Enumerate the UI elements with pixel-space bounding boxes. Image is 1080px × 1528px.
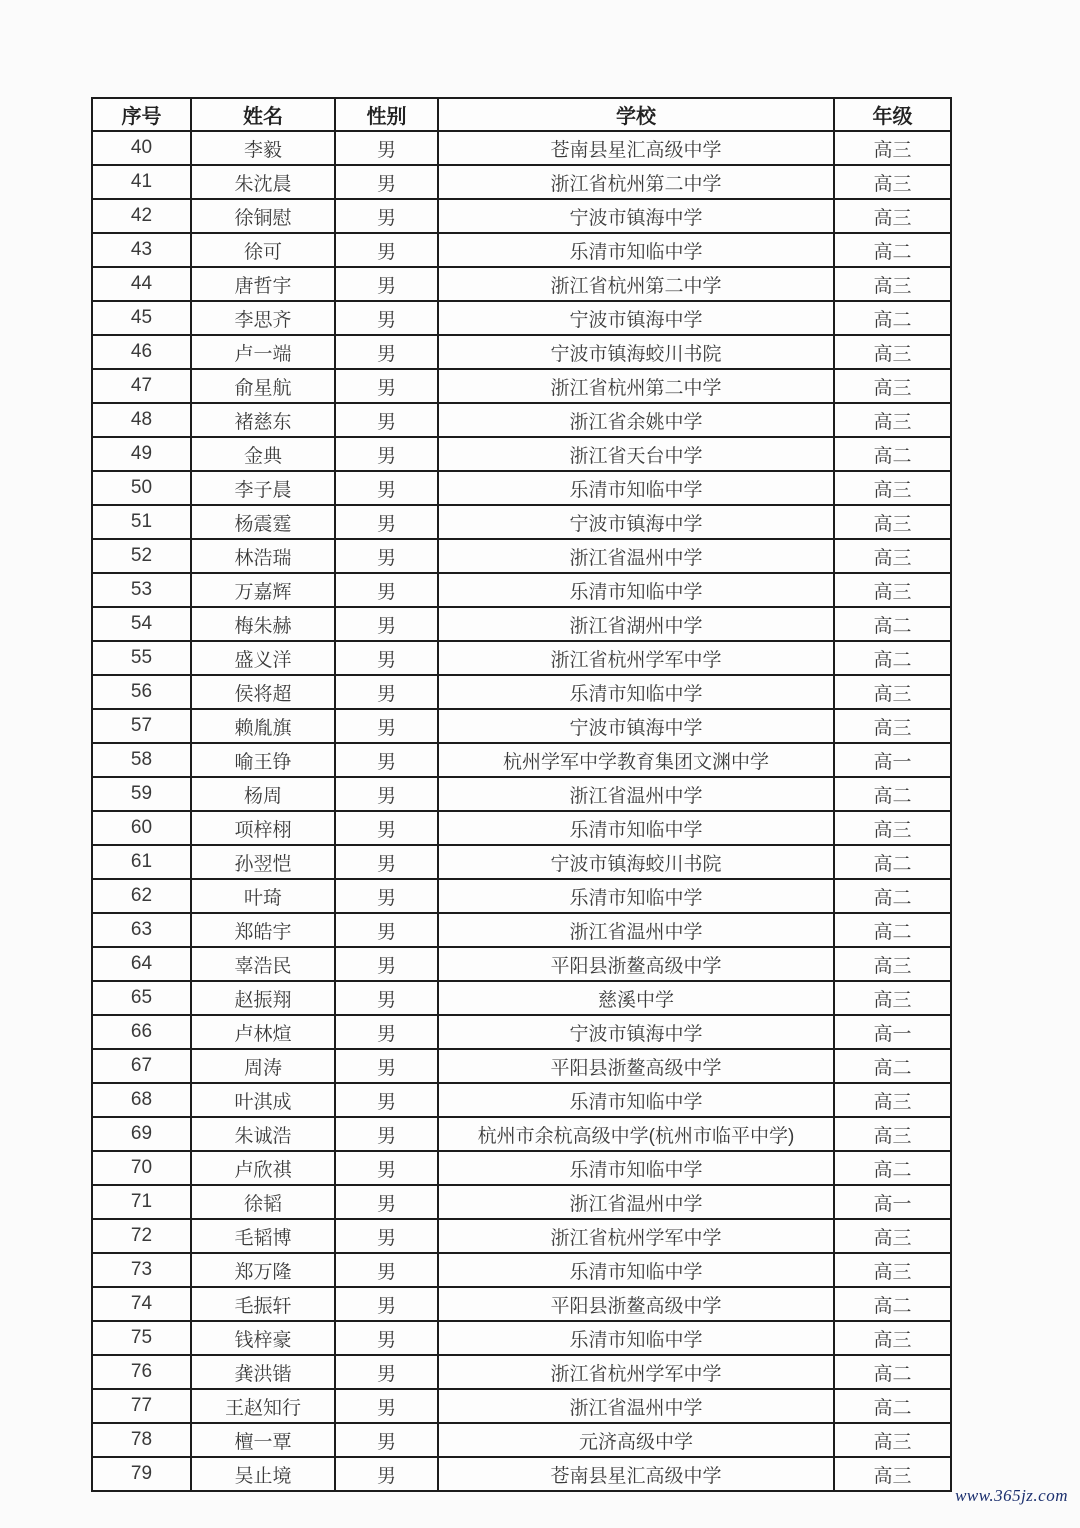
cell-school: 浙江省杭州第二中学 <box>438 267 834 301</box>
cell-school: 慈溪中学 <box>438 981 834 1015</box>
table-row <box>92 1287 951 1321</box>
cell-no: 57 <box>92 709 191 743</box>
cell-gender: 男 <box>335 301 438 335</box>
cell-school: 浙江省湖州中学 <box>438 607 834 641</box>
cell-no: 43 <box>92 233 191 267</box>
cell-gender: 男 <box>335 777 438 811</box>
cell-school: 宁波市镇海中学 <box>438 1015 834 1049</box>
cell-gender: 男 <box>335 1457 438 1491</box>
cell-gender: 男 <box>335 879 438 913</box>
cell-gender: 男 <box>335 505 438 539</box>
cell-school: 浙江省杭州第二中学 <box>438 369 834 403</box>
header-name: 姓名 <box>191 98 335 131</box>
site-watermark: www.365jz.com <box>955 1486 1068 1505</box>
cell-no: 48 <box>92 403 191 437</box>
cell-school: 宁波市镇海蛟川书院 <box>438 335 834 369</box>
cell-name: 赖胤旗 <box>191 709 335 743</box>
cell-gender: 男 <box>335 1321 438 1355</box>
cell-gender: 男 <box>335 1355 438 1389</box>
cell-school: 宁波市镇海中学 <box>438 199 834 233</box>
cell-school: 乐清市知临中学 <box>438 1253 834 1287</box>
cell-school: 浙江省温州中学 <box>438 777 834 811</box>
cell-gender: 男 <box>335 165 438 199</box>
table-row <box>92 369 951 403</box>
cell-no: 58 <box>92 743 191 777</box>
cell-no: 46 <box>92 335 191 369</box>
cell-no: 51 <box>92 505 191 539</box>
cell-name: 辜浩民 <box>191 947 335 981</box>
table-row <box>92 845 951 879</box>
cell-grade: 高三 <box>834 131 951 165</box>
cell-gender: 男 <box>335 1185 438 1219</box>
cell-no: 77 <box>92 1389 191 1423</box>
cell-grade: 高一 <box>834 1185 951 1219</box>
cell-name: 毛振轩 <box>191 1287 335 1321</box>
cell-grade: 高二 <box>834 437 951 471</box>
cell-no: 61 <box>92 845 191 879</box>
cell-gender: 男 <box>335 947 438 981</box>
table-row <box>92 1219 951 1253</box>
cell-grade: 高三 <box>834 369 951 403</box>
table-row <box>92 811 951 845</box>
cell-name: 李毅 <box>191 131 335 165</box>
cell-no: 62 <box>92 879 191 913</box>
cell-gender: 男 <box>335 539 438 573</box>
table-row <box>92 709 951 743</box>
header-school: 学校 <box>438 98 834 131</box>
table-row <box>92 1253 951 1287</box>
cell-name: 万嘉辉 <box>191 573 335 607</box>
cell-gender: 男 <box>335 1015 438 1049</box>
cell-no: 55 <box>92 641 191 675</box>
table-row <box>92 1083 951 1117</box>
table-header-row <box>92 98 951 131</box>
cell-no: 75 <box>92 1321 191 1355</box>
table-row <box>92 199 951 233</box>
cell-name: 檀一覃 <box>191 1423 335 1457</box>
table-row <box>92 777 951 811</box>
cell-no: 49 <box>92 437 191 471</box>
cell-gender: 男 <box>335 573 438 607</box>
cell-no: 71 <box>92 1185 191 1219</box>
cell-name: 李子晨 <box>191 471 335 505</box>
cell-name: 徐可 <box>191 233 335 267</box>
cell-school: 浙江省温州中学 <box>438 1389 834 1423</box>
table-row <box>92 1185 951 1219</box>
cell-grade: 高二 <box>834 1151 951 1185</box>
table-row <box>92 1015 951 1049</box>
table-row <box>92 165 951 199</box>
cell-name: 徐韬 <box>191 1185 335 1219</box>
cell-name: 杨周 <box>191 777 335 811</box>
cell-gender: 男 <box>335 1253 438 1287</box>
cell-school: 平阳县浙鳌高级中学 <box>438 947 834 981</box>
table-row <box>92 131 951 165</box>
cell-gender: 男 <box>335 607 438 641</box>
cell-gender: 男 <box>335 403 438 437</box>
cell-grade: 高二 <box>834 301 951 335</box>
cell-name: 吴止境 <box>191 1457 335 1491</box>
cell-name: 朱沈晨 <box>191 165 335 199</box>
cell-grade: 高二 <box>834 879 951 913</box>
cell-name: 盛义洋 <box>191 641 335 675</box>
table-row <box>92 1151 951 1185</box>
cell-school: 乐清市知临中学 <box>438 573 834 607</box>
cell-school: 宁波市镇海中学 <box>438 709 834 743</box>
cell-school: 浙江省杭州学军中学 <box>438 1355 834 1389</box>
cell-name: 王赵知行 <box>191 1389 335 1423</box>
header-gender: 性别 <box>335 98 438 131</box>
table-row <box>92 437 951 471</box>
table-row <box>92 675 951 709</box>
cell-grade: 高三 <box>834 811 951 845</box>
cell-gender: 男 <box>335 335 438 369</box>
cell-school: 浙江省温州中学 <box>438 1185 834 1219</box>
cell-school: 浙江省天台中学 <box>438 437 834 471</box>
cell-gender: 男 <box>335 233 438 267</box>
cell-school: 元济高级中学 <box>438 1423 834 1457</box>
cell-name: 钱梓豪 <box>191 1321 335 1355</box>
cell-grade: 高三 <box>834 981 951 1015</box>
cell-school: 乐清市知临中学 <box>438 675 834 709</box>
cell-grade: 高三 <box>834 403 951 437</box>
cell-grade: 高三 <box>834 573 951 607</box>
cell-school: 乐清市知临中学 <box>438 1321 834 1355</box>
cell-grade: 高三 <box>834 267 951 301</box>
cell-school: 浙江省杭州学军中学 <box>438 1219 834 1253</box>
cell-name: 孙翌恺 <box>191 845 335 879</box>
student-roster-table <box>91 97 952 1492</box>
cell-gender: 男 <box>335 675 438 709</box>
cell-grade: 高三 <box>834 471 951 505</box>
cell-grade: 高三 <box>834 1423 951 1457</box>
cell-gender: 男 <box>335 437 438 471</box>
cell-grade: 高二 <box>834 1287 951 1321</box>
cell-gender: 男 <box>335 131 438 165</box>
cell-name: 叶淇成 <box>191 1083 335 1117</box>
cell-school: 浙江省余姚中学 <box>438 403 834 437</box>
cell-grade: 高三 <box>834 1083 951 1117</box>
cell-name: 李思齐 <box>191 301 335 335</box>
table-row <box>92 573 951 607</box>
cell-school: 乐清市知临中学 <box>438 471 834 505</box>
cell-no: 60 <box>92 811 191 845</box>
cell-school: 宁波市镇海中学 <box>438 301 834 335</box>
cell-no: 53 <box>92 573 191 607</box>
cell-no: 56 <box>92 675 191 709</box>
cell-no: 64 <box>92 947 191 981</box>
cell-name: 卢欣祺 <box>191 1151 335 1185</box>
cell-name: 喻王铮 <box>191 743 335 777</box>
cell-grade: 高二 <box>834 607 951 641</box>
table-row <box>92 1049 951 1083</box>
cell-no: 59 <box>92 777 191 811</box>
cell-school: 苍南县星汇高级中学 <box>438 131 834 165</box>
table-row <box>92 1457 951 1491</box>
cell-no: 67 <box>92 1049 191 1083</box>
cell-gender: 男 <box>335 641 438 675</box>
cell-school: 苍南县星汇高级中学 <box>438 1457 834 1491</box>
cell-no: 78 <box>92 1423 191 1457</box>
table-row <box>92 1117 951 1151</box>
cell-gender: 男 <box>335 369 438 403</box>
cell-name: 项梓栩 <box>191 811 335 845</box>
cell-name: 毛韬博 <box>191 1219 335 1253</box>
cell-gender: 男 <box>335 913 438 947</box>
cell-grade: 高三 <box>834 709 951 743</box>
cell-name: 林浩瑞 <box>191 539 335 573</box>
cell-school: 乐清市知临中学 <box>438 1151 834 1185</box>
cell-school: 宁波市镇海中学 <box>438 505 834 539</box>
cell-name: 梅朱赫 <box>191 607 335 641</box>
cell-gender: 男 <box>335 1219 438 1253</box>
cell-grade: 高三 <box>834 335 951 369</box>
table-row <box>92 403 951 437</box>
table-row <box>92 913 951 947</box>
cell-no: 65 <box>92 981 191 1015</box>
cell-gender: 男 <box>335 1151 438 1185</box>
cell-grade: 高三 <box>834 199 951 233</box>
cell-name: 唐哲宇 <box>191 267 335 301</box>
cell-no: 44 <box>92 267 191 301</box>
cell-grade: 高三 <box>834 1321 951 1355</box>
cell-no: 73 <box>92 1253 191 1287</box>
cell-name: 郑皓宇 <box>191 913 335 947</box>
table-row <box>92 947 951 981</box>
cell-grade: 高一 <box>834 743 951 777</box>
cell-gender: 男 <box>335 981 438 1015</box>
cell-no: 70 <box>92 1151 191 1185</box>
cell-school: 杭州市余杭高级中学(杭州市临平中学) <box>438 1117 834 1151</box>
cell-no: 79 <box>92 1457 191 1491</box>
cell-name: 周涛 <box>191 1049 335 1083</box>
cell-name: 褚慈东 <box>191 403 335 437</box>
cell-gender: 男 <box>335 471 438 505</box>
cell-name: 郑万隆 <box>191 1253 335 1287</box>
cell-school: 浙江省温州中学 <box>438 913 834 947</box>
cell-school: 乐清市知临中学 <box>438 1083 834 1117</box>
cell-no: 42 <box>92 199 191 233</box>
header-no: 序号 <box>92 98 191 131</box>
cell-grade: 高二 <box>834 1389 951 1423</box>
cell-gender: 男 <box>335 199 438 233</box>
table-row <box>92 539 951 573</box>
cell-school: 乐清市知临中学 <box>438 233 834 267</box>
table-row <box>92 335 951 369</box>
cell-gender: 男 <box>335 1083 438 1117</box>
cell-grade: 高二 <box>834 913 951 947</box>
cell-no: 50 <box>92 471 191 505</box>
cell-gender: 男 <box>335 1287 438 1321</box>
cell-no: 74 <box>92 1287 191 1321</box>
cell-grade: 高三 <box>834 1457 951 1491</box>
cell-grade: 高二 <box>834 1355 951 1389</box>
table-row <box>92 267 951 301</box>
cell-school: 浙江省杭州第二中学 <box>438 165 834 199</box>
table-row <box>92 607 951 641</box>
table-row <box>92 1389 951 1423</box>
cell-name: 杨震霆 <box>191 505 335 539</box>
cell-name: 朱诚浩 <box>191 1117 335 1151</box>
cell-grade: 高三 <box>834 539 951 573</box>
table-row <box>92 981 951 1015</box>
cell-name: 赵振翔 <box>191 981 335 1015</box>
cell-grade: 高二 <box>834 777 951 811</box>
cell-no: 76 <box>92 1355 191 1389</box>
cell-no: 45 <box>92 301 191 335</box>
table-row <box>92 1423 951 1457</box>
cell-school: 浙江省杭州学军中学 <box>438 641 834 675</box>
cell-grade: 高三 <box>834 505 951 539</box>
cell-school: 宁波市镇海蛟川书院 <box>438 845 834 879</box>
cell-name: 侯将超 <box>191 675 335 709</box>
cell-school: 平阳县浙鳌高级中学 <box>438 1287 834 1321</box>
cell-gender: 男 <box>335 811 438 845</box>
table-row <box>92 743 951 777</box>
cell-grade: 高三 <box>834 675 951 709</box>
cell-gender: 男 <box>335 709 438 743</box>
cell-no: 63 <box>92 913 191 947</box>
header-grade: 年级 <box>834 98 951 131</box>
cell-name: 龚洪锴 <box>191 1355 335 1389</box>
cell-gender: 男 <box>335 267 438 301</box>
cell-school: 乐清市知临中学 <box>438 879 834 913</box>
cell-grade: 高二 <box>834 641 951 675</box>
cell-no: 69 <box>92 1117 191 1151</box>
cell-no: 72 <box>92 1219 191 1253</box>
roster-table-body <box>92 131 951 1491</box>
cell-grade: 高三 <box>834 165 951 199</box>
cell-no: 47 <box>92 369 191 403</box>
cell-grade: 高三 <box>834 947 951 981</box>
cell-name: 俞星航 <box>191 369 335 403</box>
cell-grade: 高三 <box>834 1117 951 1151</box>
table-row <box>92 233 951 267</box>
table-row <box>92 879 951 913</box>
cell-no: 40 <box>92 131 191 165</box>
cell-name: 叶琦 <box>191 879 335 913</box>
cell-gender: 男 <box>335 1423 438 1457</box>
cell-school: 乐清市知临中学 <box>438 811 834 845</box>
cell-no: 54 <box>92 607 191 641</box>
table-row <box>92 505 951 539</box>
cell-gender: 男 <box>335 743 438 777</box>
cell-name: 金典 <box>191 437 335 471</box>
cell-grade: 高三 <box>834 1219 951 1253</box>
cell-school: 浙江省温州中学 <box>438 539 834 573</box>
cell-no: 41 <box>92 165 191 199</box>
cell-name: 徐铜慰 <box>191 199 335 233</box>
cell-grade: 高二 <box>834 1049 951 1083</box>
table-row <box>92 641 951 675</box>
cell-gender: 男 <box>335 845 438 879</box>
table-row <box>92 1355 951 1389</box>
cell-gender: 男 <box>335 1117 438 1151</box>
cell-name: 卢林煊 <box>191 1015 335 1049</box>
cell-grade: 高三 <box>834 1253 951 1287</box>
cell-school: 杭州学军中学教育集团文渊中学 <box>438 743 834 777</box>
cell-grade: 高一 <box>834 1015 951 1049</box>
cell-no: 68 <box>92 1083 191 1117</box>
cell-grade: 高二 <box>834 233 951 267</box>
cell-school: 平阳县浙鳌高级中学 <box>438 1049 834 1083</box>
cell-gender: 男 <box>335 1049 438 1083</box>
cell-grade: 高二 <box>834 845 951 879</box>
table-row <box>92 301 951 335</box>
cell-no: 66 <box>92 1015 191 1049</box>
table-row <box>92 471 951 505</box>
cell-no: 52 <box>92 539 191 573</box>
table-row <box>92 1321 951 1355</box>
cell-name: 卢一端 <box>191 335 335 369</box>
cell-gender: 男 <box>335 1389 438 1423</box>
